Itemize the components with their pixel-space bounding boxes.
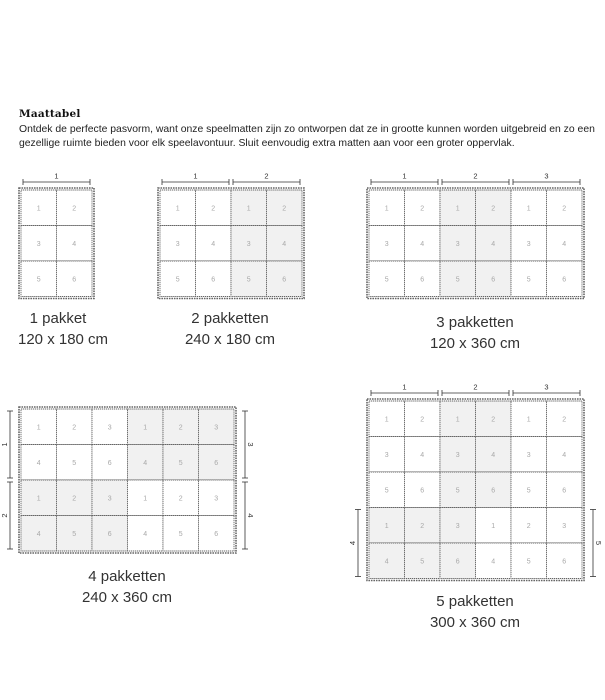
tile-number: 6	[282, 276, 287, 284]
tile-number: 4	[384, 558, 389, 566]
tile-number: 5	[455, 276, 460, 284]
mat-tile	[476, 401, 512, 437]
tile-number: 3	[384, 451, 389, 459]
tile-number: 1	[455, 416, 460, 424]
mat-tile	[231, 226, 267, 262]
tile-number: 6	[491, 487, 496, 495]
tile-number: 5	[526, 487, 531, 495]
column-dimension-2	[442, 383, 509, 397]
page-description: Ontdek de perfecte pasvorm, want onze speelmatten zijn zo ontworpen dat ze in grootte kunnen worden uitgebreid en zo een gezellige ruimte bieden voor elk speelavontuur. Sluit eenvoudig extra matten aan voor een groter oppervlak.	[19, 124, 595, 149]
dimension-label: 1	[0, 442, 9, 447]
tile-number: 2	[420, 416, 425, 424]
size-label: 120 x 360 cm	[429, 335, 521, 352]
mat-tile	[369, 437, 405, 473]
mat-tile	[476, 543, 512, 579]
dimension-label: 1	[402, 382, 407, 392]
mat-tile	[231, 261, 267, 297]
tile-number: 2	[178, 495, 183, 503]
mat-tile	[547, 226, 583, 262]
tile-number: 5	[526, 276, 531, 284]
tile-number: 4	[491, 240, 496, 248]
tile-number: 1	[175, 205, 180, 213]
tile-number: 6	[107, 459, 112, 467]
mat-tile	[440, 472, 476, 508]
mat-tile	[57, 226, 93, 262]
mat-tile	[547, 261, 583, 297]
tile-number: 4	[562, 240, 567, 248]
mat-tile	[511, 472, 547, 508]
mat-tile	[369, 226, 405, 262]
tile-number: 1	[36, 424, 41, 432]
mat-grid-cfg-3	[367, 172, 584, 299]
mat-tile	[267, 261, 303, 297]
mat-tile	[511, 508, 547, 544]
mat-tile	[547, 543, 583, 579]
tile-number: 1	[143, 424, 148, 432]
mat-tile	[160, 190, 196, 226]
mat-tile	[199, 445, 235, 481]
tile-number: 6	[107, 530, 112, 538]
mat-tile	[267, 226, 303, 262]
mat-tile	[231, 190, 267, 226]
column-dimension-2	[233, 172, 300, 186]
mat-tile	[92, 480, 128, 516]
tile-number: 2	[562, 205, 567, 213]
tile-number: 2	[178, 424, 183, 432]
tile-number: 1	[526, 416, 531, 424]
mat-tile	[21, 261, 57, 297]
tile-number: 4	[491, 558, 496, 566]
mat-tile	[476, 437, 512, 473]
mat-tile	[511, 437, 547, 473]
mat-tile	[196, 226, 232, 262]
tile-number: 5	[178, 459, 183, 467]
tile-number: 6	[562, 558, 567, 566]
dimension-label: 3	[544, 382, 549, 392]
caption-cfg-2	[157, 308, 303, 350]
tile-number: 3	[455, 522, 460, 530]
tile-number: 3	[455, 240, 460, 248]
tile-number: 5	[384, 487, 389, 495]
mat-tile	[405, 437, 441, 473]
caption-cfg-4	[18, 566, 236, 608]
mat-tile	[92, 445, 128, 481]
mat-tile	[547, 508, 583, 544]
mat-tile	[547, 401, 583, 437]
tile-number: 2	[562, 416, 567, 424]
caption-cfg-1	[18, 308, 109, 350]
packs-label: 2 pakketten	[191, 310, 269, 327]
tile-number: 1	[384, 205, 389, 213]
mat-tile	[160, 261, 196, 297]
dimension-label: 1	[54, 171, 59, 181]
mat-tile	[511, 543, 547, 579]
tile-number: 6	[214, 459, 219, 467]
mat-tile	[57, 445, 93, 481]
mat-tile	[369, 401, 405, 437]
tile-number: 6	[455, 558, 460, 566]
tile-number: 4	[143, 530, 148, 538]
dimension-label: 2	[264, 171, 269, 181]
tile-number: 6	[491, 276, 496, 284]
mat-tile	[369, 472, 405, 508]
mat-tile	[405, 401, 441, 437]
tile-number: 5	[526, 558, 531, 566]
mat-tile	[440, 226, 476, 262]
tile-number: 6	[420, 276, 425, 284]
dimension-label: 2	[0, 513, 9, 518]
tile-number: 6	[211, 276, 216, 284]
dimension-label: 1	[402, 171, 407, 181]
mat-tile	[92, 516, 128, 552]
tile-number: 4	[72, 240, 77, 248]
packs-label: 3 pakketten	[436, 314, 514, 331]
mat-tile	[199, 516, 235, 552]
mat-tile	[128, 516, 164, 552]
mat-tile	[405, 261, 441, 297]
mat-tile	[267, 190, 303, 226]
tile-number: 1	[143, 495, 148, 503]
tile-number: 1	[36, 495, 41, 503]
mat-tile	[511, 261, 547, 297]
mat-tile	[476, 190, 512, 226]
dimension-label: 4	[347, 540, 357, 546]
tile-number: 6	[72, 276, 77, 284]
mat-tile	[405, 508, 441, 544]
dimension-label: 4	[246, 513, 256, 518]
mat-tile	[21, 409, 57, 445]
tile-number: 3	[107, 424, 112, 432]
tile-number: 1	[491, 522, 496, 530]
mat-tile	[369, 261, 405, 297]
mat-tile	[160, 226, 196, 262]
tile-number: 3	[36, 240, 41, 248]
mat-tile	[163, 516, 199, 552]
tile-number: 3	[384, 240, 389, 248]
size-label: 240 x 180 cm	[184, 331, 276, 348]
mat-tile	[405, 226, 441, 262]
column-dimension-3	[513, 383, 580, 397]
mat-tile	[57, 480, 93, 516]
size-label: 240 x 360 cm	[81, 589, 173, 606]
tile-number: 3	[107, 495, 112, 503]
tile-number: 3	[455, 451, 460, 459]
mat-tile	[476, 261, 512, 297]
tile-number: 2	[526, 522, 531, 530]
mat-tile	[369, 543, 405, 579]
row-dimension-5	[590, 510, 603, 577]
mat-tile	[511, 226, 547, 262]
tile-number: 5	[175, 276, 180, 284]
mat-tile	[128, 409, 164, 445]
row-dimension-3	[242, 411, 255, 478]
mat-tile	[21, 445, 57, 481]
mat-tile	[196, 261, 232, 297]
packs-label: 5 pakketten	[436, 593, 514, 610]
row-dimension-2	[0, 482, 13, 549]
tile-number: 4	[211, 240, 216, 248]
mat-tile	[128, 445, 164, 481]
tile-number: 1	[384, 416, 389, 424]
mat-tile	[476, 508, 512, 544]
mat-tile	[547, 190, 583, 226]
mat-tile	[57, 190, 93, 226]
tile-number: 1	[455, 205, 460, 213]
tile-number: 4	[36, 530, 41, 538]
tile-number: 3	[214, 424, 219, 432]
mat-grid-cfg-2	[158, 172, 304, 299]
tile-number: 5	[455, 487, 460, 495]
tile-number: 5	[72, 530, 77, 538]
mat-tile	[547, 472, 583, 508]
column-dimension-1	[371, 383, 438, 397]
tile-number: 3	[175, 240, 180, 248]
tile-number: 5	[420, 558, 425, 566]
tile-number: 1	[526, 205, 531, 213]
mat-tile	[476, 226, 512, 262]
tile-number: 5	[72, 459, 77, 467]
mat-tile	[163, 445, 199, 481]
mat-tile	[163, 409, 199, 445]
row-dimension-4	[348, 510, 361, 577]
packs-label: 4 pakketten	[88, 568, 166, 585]
row-dimension-1	[0, 411, 13, 478]
mat-tile	[57, 261, 93, 297]
mat-tile	[21, 480, 57, 516]
column-dimension-1	[371, 172, 438, 186]
tile-number: 5	[384, 276, 389, 284]
size-label: 120 x 180 cm	[18, 331, 109, 348]
mat-tile	[440, 437, 476, 473]
mat-tile	[405, 543, 441, 579]
tile-number: 2	[211, 205, 216, 213]
tile-number: 5	[246, 276, 251, 284]
tile-number: 4	[36, 459, 41, 467]
tile-number: 2	[72, 424, 77, 432]
mat-tile	[21, 226, 57, 262]
mat-grid-cfg-4	[0, 407, 255, 553]
tile-number: 4	[491, 451, 496, 459]
tile-number: 5	[36, 276, 41, 284]
tile-number: 4	[282, 240, 287, 248]
column-dimension-3	[513, 172, 580, 186]
mat-tile	[440, 401, 476, 437]
row-dimension-4	[242, 482, 255, 549]
tile-number: 4	[420, 451, 425, 459]
tile-number: 3	[246, 240, 251, 248]
dimension-label: 1	[193, 171, 198, 181]
tile-number: 3	[214, 495, 219, 503]
mat-tile	[547, 437, 583, 473]
column-dimension-2	[442, 172, 509, 186]
tile-number: 6	[562, 487, 567, 495]
mat-grid-cfg-5	[348, 383, 603, 581]
mat-tile	[369, 190, 405, 226]
tile-number: 6	[562, 276, 567, 284]
tile-number: 6	[214, 530, 219, 538]
dimension-label: 3	[544, 171, 549, 181]
tile-number: 4	[420, 240, 425, 248]
packs-label: 1 pakket	[29, 310, 87, 327]
tile-number: 1	[36, 205, 41, 213]
mat-tile	[163, 480, 199, 516]
mat-tile	[199, 409, 235, 445]
dimension-label: 5	[594, 540, 604, 546]
tile-number: 2	[491, 416, 496, 424]
caption-cfg-5	[367, 591, 583, 633]
tile-number: 3	[526, 240, 531, 248]
dimension-label: 2	[473, 382, 478, 392]
mat-tile	[511, 401, 547, 437]
caption-cfg-3	[367, 312, 583, 354]
tile-number: 5	[178, 530, 183, 538]
tile-number: 3	[526, 451, 531, 459]
mat-tile	[476, 472, 512, 508]
column-dimension-1	[23, 172, 90, 186]
mat-tile	[440, 261, 476, 297]
tile-number: 3	[562, 522, 567, 530]
tile-number: 6	[420, 487, 425, 495]
mat-tile	[440, 543, 476, 579]
mat-tile	[57, 409, 93, 445]
tile-number: 2	[420, 205, 425, 213]
mat-tile	[21, 516, 57, 552]
mat-tile	[57, 516, 93, 552]
size-label: 300 x 360 cm	[429, 614, 521, 631]
mat-tile	[369, 508, 405, 544]
mat-tile	[199, 480, 235, 516]
mat-tile	[92, 409, 128, 445]
tile-number: 2	[282, 205, 287, 213]
mat-tile	[196, 190, 232, 226]
mat-tile	[21, 190, 57, 226]
mat-tile	[440, 508, 476, 544]
dimension-label: 3	[246, 442, 256, 447]
mat-tile	[440, 190, 476, 226]
tile-number: 2	[72, 495, 77, 503]
tile-number: 2	[72, 205, 77, 213]
mat-tile	[511, 190, 547, 226]
page-title: Maattabel	[19, 108, 81, 120]
tile-number: 2	[420, 522, 425, 530]
dimension-label: 2	[473, 171, 478, 181]
mat-tile	[405, 190, 441, 226]
mat-tile	[128, 480, 164, 516]
mat-tile	[405, 472, 441, 508]
column-dimension-1	[162, 172, 229, 186]
tile-number: 4	[562, 451, 567, 459]
tile-number: 2	[491, 205, 496, 213]
tile-number: 4	[143, 459, 148, 467]
tile-number: 1	[246, 205, 251, 213]
mat-grid-cfg-1	[19, 172, 94, 299]
tile-number: 1	[384, 522, 389, 530]
